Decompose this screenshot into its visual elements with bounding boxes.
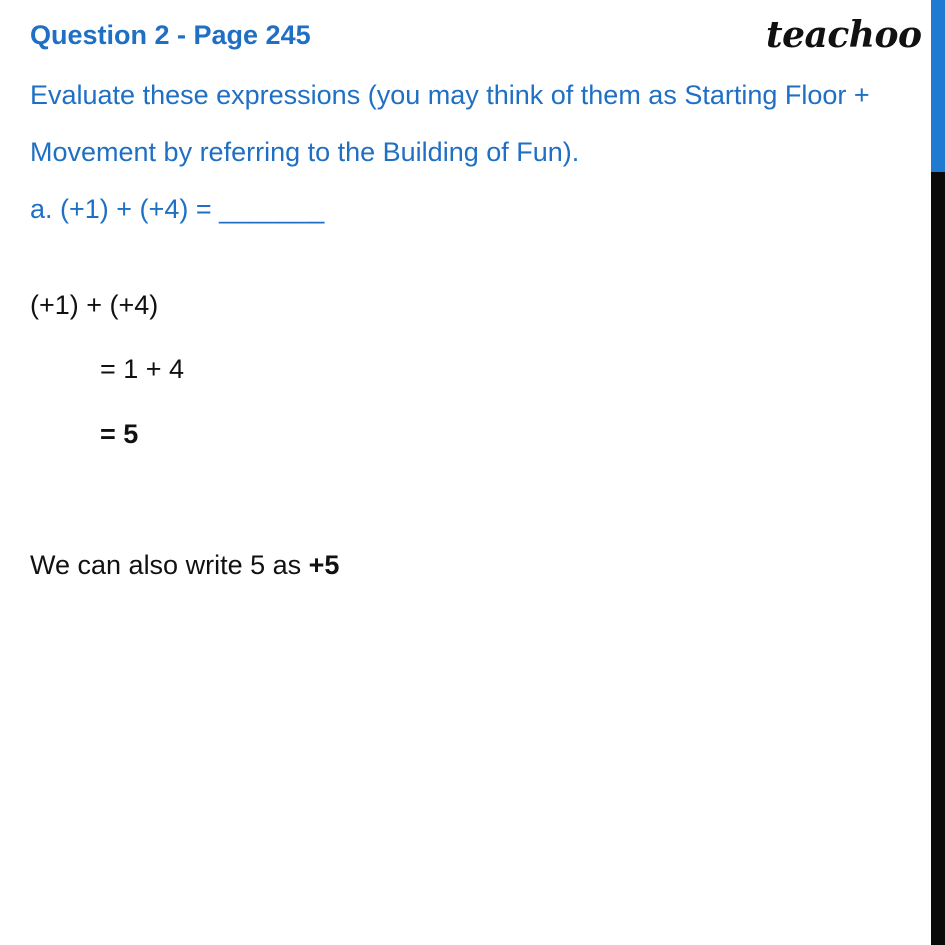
question-part-a: a. (+1) + (+4) = _______ bbox=[30, 194, 325, 224]
solution-conclusion bbox=[30, 550, 339, 581]
conclusion-answer: +5 bbox=[308, 550, 340, 580]
solution-step-2: = 1 + 4 bbox=[100, 354, 185, 384]
teachoo-logo: teachoo bbox=[766, 14, 922, 56]
question-line-1: Evaluate these expressions (you may think of them as Starting Floor + bbox=[30, 80, 870, 110]
conclusion-text: We can also write 5 as bbox=[30, 550, 309, 580]
question-line-2: Movement by referring to the Building of Fun). bbox=[30, 137, 580, 167]
solution-step-1: (+1) + (+4) bbox=[30, 290, 159, 320]
scrollbar[interactable] bbox=[931, 0, 945, 945]
page-title: Question 2 - Page 245 bbox=[30, 20, 311, 50]
solution-answer: = 5 bbox=[100, 419, 139, 449]
scrollbar-thumb[interactable] bbox=[931, 0, 945, 172]
